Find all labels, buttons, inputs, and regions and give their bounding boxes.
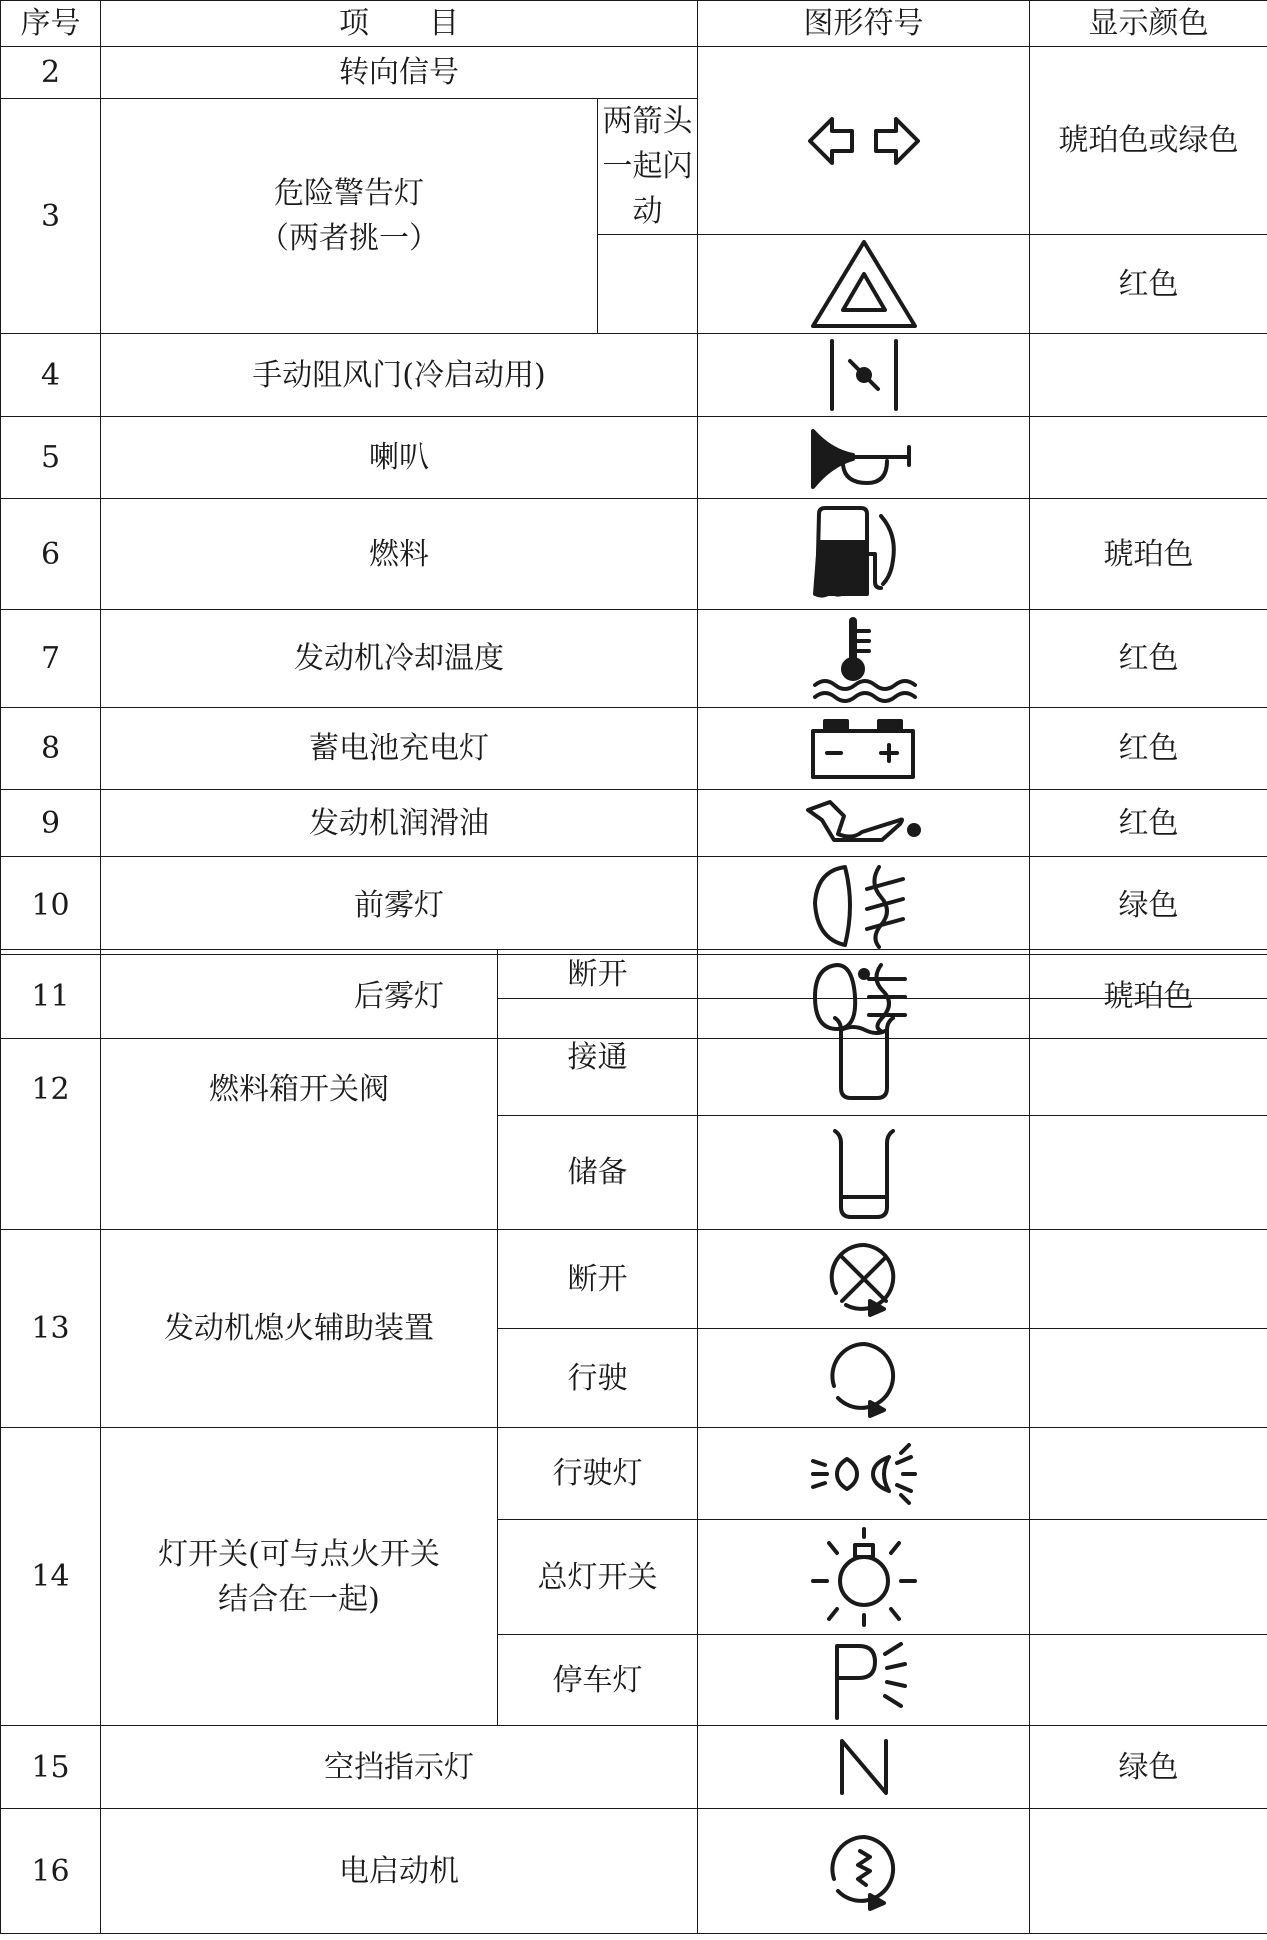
row-item: 电启动机	[101, 1809, 698, 1934]
master-light-switch-icon	[698, 1520, 1030, 1635]
row-color: 红色	[1030, 708, 1267, 790]
row-item: 后雾灯	[101, 955, 698, 1039]
header-item: 项 目	[101, 1, 698, 47]
header-color: 显示颜色	[1030, 1, 1267, 47]
sub-item: 接通	[498, 999, 698, 1116]
row-color: 琥珀色	[1030, 955, 1267, 1039]
coolant-temperature-icon	[698, 610, 1030, 708]
row-no: 10	[1, 857, 101, 955]
row-color	[1030, 1809, 1267, 1934]
turn-signal-arrows-icon	[698, 47, 1030, 235]
row-no: 8	[1, 708, 101, 790]
sub-item: 两箭头一起闪动	[598, 99, 698, 235]
neutral-n-icon	[698, 1726, 1030, 1809]
choke-icon	[698, 334, 1030, 417]
dot-icon	[698, 950, 1030, 999]
row-no: 16	[1, 1809, 101, 1934]
row-no: 7	[1, 610, 101, 708]
row-no: 2	[1, 47, 101, 99]
running-lights-icon	[698, 1428, 1030, 1520]
row-no: 5	[1, 417, 101, 499]
row-color: 红色	[1030, 610, 1267, 708]
row-item	[101, 99, 598, 334]
row-item: 发动机润滑油	[101, 790, 698, 857]
tank-on-icon	[698, 999, 1030, 1116]
starter-icon	[698, 1809, 1030, 1934]
row-item: 发动机冷却温度	[101, 610, 698, 708]
circle-arrow-icon	[698, 1329, 1030, 1428]
sub-item: 储备	[498, 1116, 698, 1230]
row-color	[1030, 950, 1267, 999]
hazard-triangle-icon	[698, 235, 1030, 334]
battery-icon	[698, 708, 1030, 790]
row-item: 转向信号	[101, 47, 698, 99]
row-item	[101, 1428, 498, 1726]
row-color	[1030, 1635, 1267, 1726]
row-color: 琥珀色或绿色	[1030, 47, 1267, 235]
row-item: 蓄电池充电灯	[101, 708, 698, 790]
tank-reserve-icon	[698, 1116, 1030, 1230]
sub-item: 行驶	[498, 1329, 698, 1428]
header-no: 序号	[1, 1, 101, 47]
row-color	[1030, 1329, 1267, 1428]
row-color	[1030, 334, 1267, 417]
row-color: 红色	[1030, 790, 1267, 857]
row-color	[1030, 999, 1267, 1116]
header-symbol: 图形符号	[698, 1, 1030, 47]
parking-light-icon	[698, 1635, 1030, 1726]
item-line: （两者挑一）	[259, 221, 439, 256]
row-item: 前雾灯	[101, 857, 698, 955]
sub-item: 行驶灯	[498, 1428, 698, 1520]
row-item: 空挡指示灯	[101, 1726, 698, 1809]
oil-can-icon	[698, 790, 1030, 857]
row-no: 9	[1, 790, 101, 857]
sub-item: 总灯开关	[498, 1520, 698, 1635]
row-item: 发动机熄火辅助装置	[101, 1230, 498, 1428]
row-color	[1030, 417, 1267, 499]
row-no: 15	[1, 1726, 101, 1809]
item-line: 结合在一起)	[218, 1581, 380, 1617]
row-no: 11	[1, 955, 101, 1039]
front-fog-light-icon	[698, 857, 1030, 955]
row-color: 红色	[1030, 235, 1267, 334]
row-color	[1030, 1520, 1267, 1635]
row-color: 琥珀色	[1030, 499, 1267, 610]
row-item: 手动阻风门(冷启动用)	[101, 334, 698, 417]
row-no: 12	[1, 950, 101, 1230]
row-item: 喇叭	[101, 417, 698, 499]
row-no: 6	[1, 499, 101, 610]
symbol-table-lower	[0, 949, 1267, 1934]
item-line: 危险警告灯	[274, 176, 424, 211]
row-no: 4	[1, 334, 101, 417]
row-color	[1030, 1116, 1267, 1230]
row-color	[1030, 1230, 1267, 1329]
row-item: 燃料箱开关阀	[101, 950, 498, 1230]
row-color	[1030, 1428, 1267, 1520]
sub-item: 断开	[498, 1230, 698, 1329]
item-line: 灯开关(可与点火开关	[158, 1536, 440, 1572]
row-color: 绿色	[1030, 1726, 1267, 1809]
sub-item: 停车灯	[498, 1635, 698, 1726]
circle-cross-arrow-icon	[698, 1230, 1030, 1329]
row-no: 14	[1, 1428, 101, 1726]
sub-item: 断开	[498, 950, 698, 999]
row-no: 3	[1, 99, 101, 334]
row-item: 燃料	[101, 499, 698, 610]
row-color: 绿色	[1030, 857, 1267, 955]
row-no: 13	[1, 1230, 101, 1428]
fuel-pump-icon	[698, 499, 1030, 610]
sub-item-empty	[598, 235, 698, 334]
horn-icon	[698, 417, 1030, 499]
